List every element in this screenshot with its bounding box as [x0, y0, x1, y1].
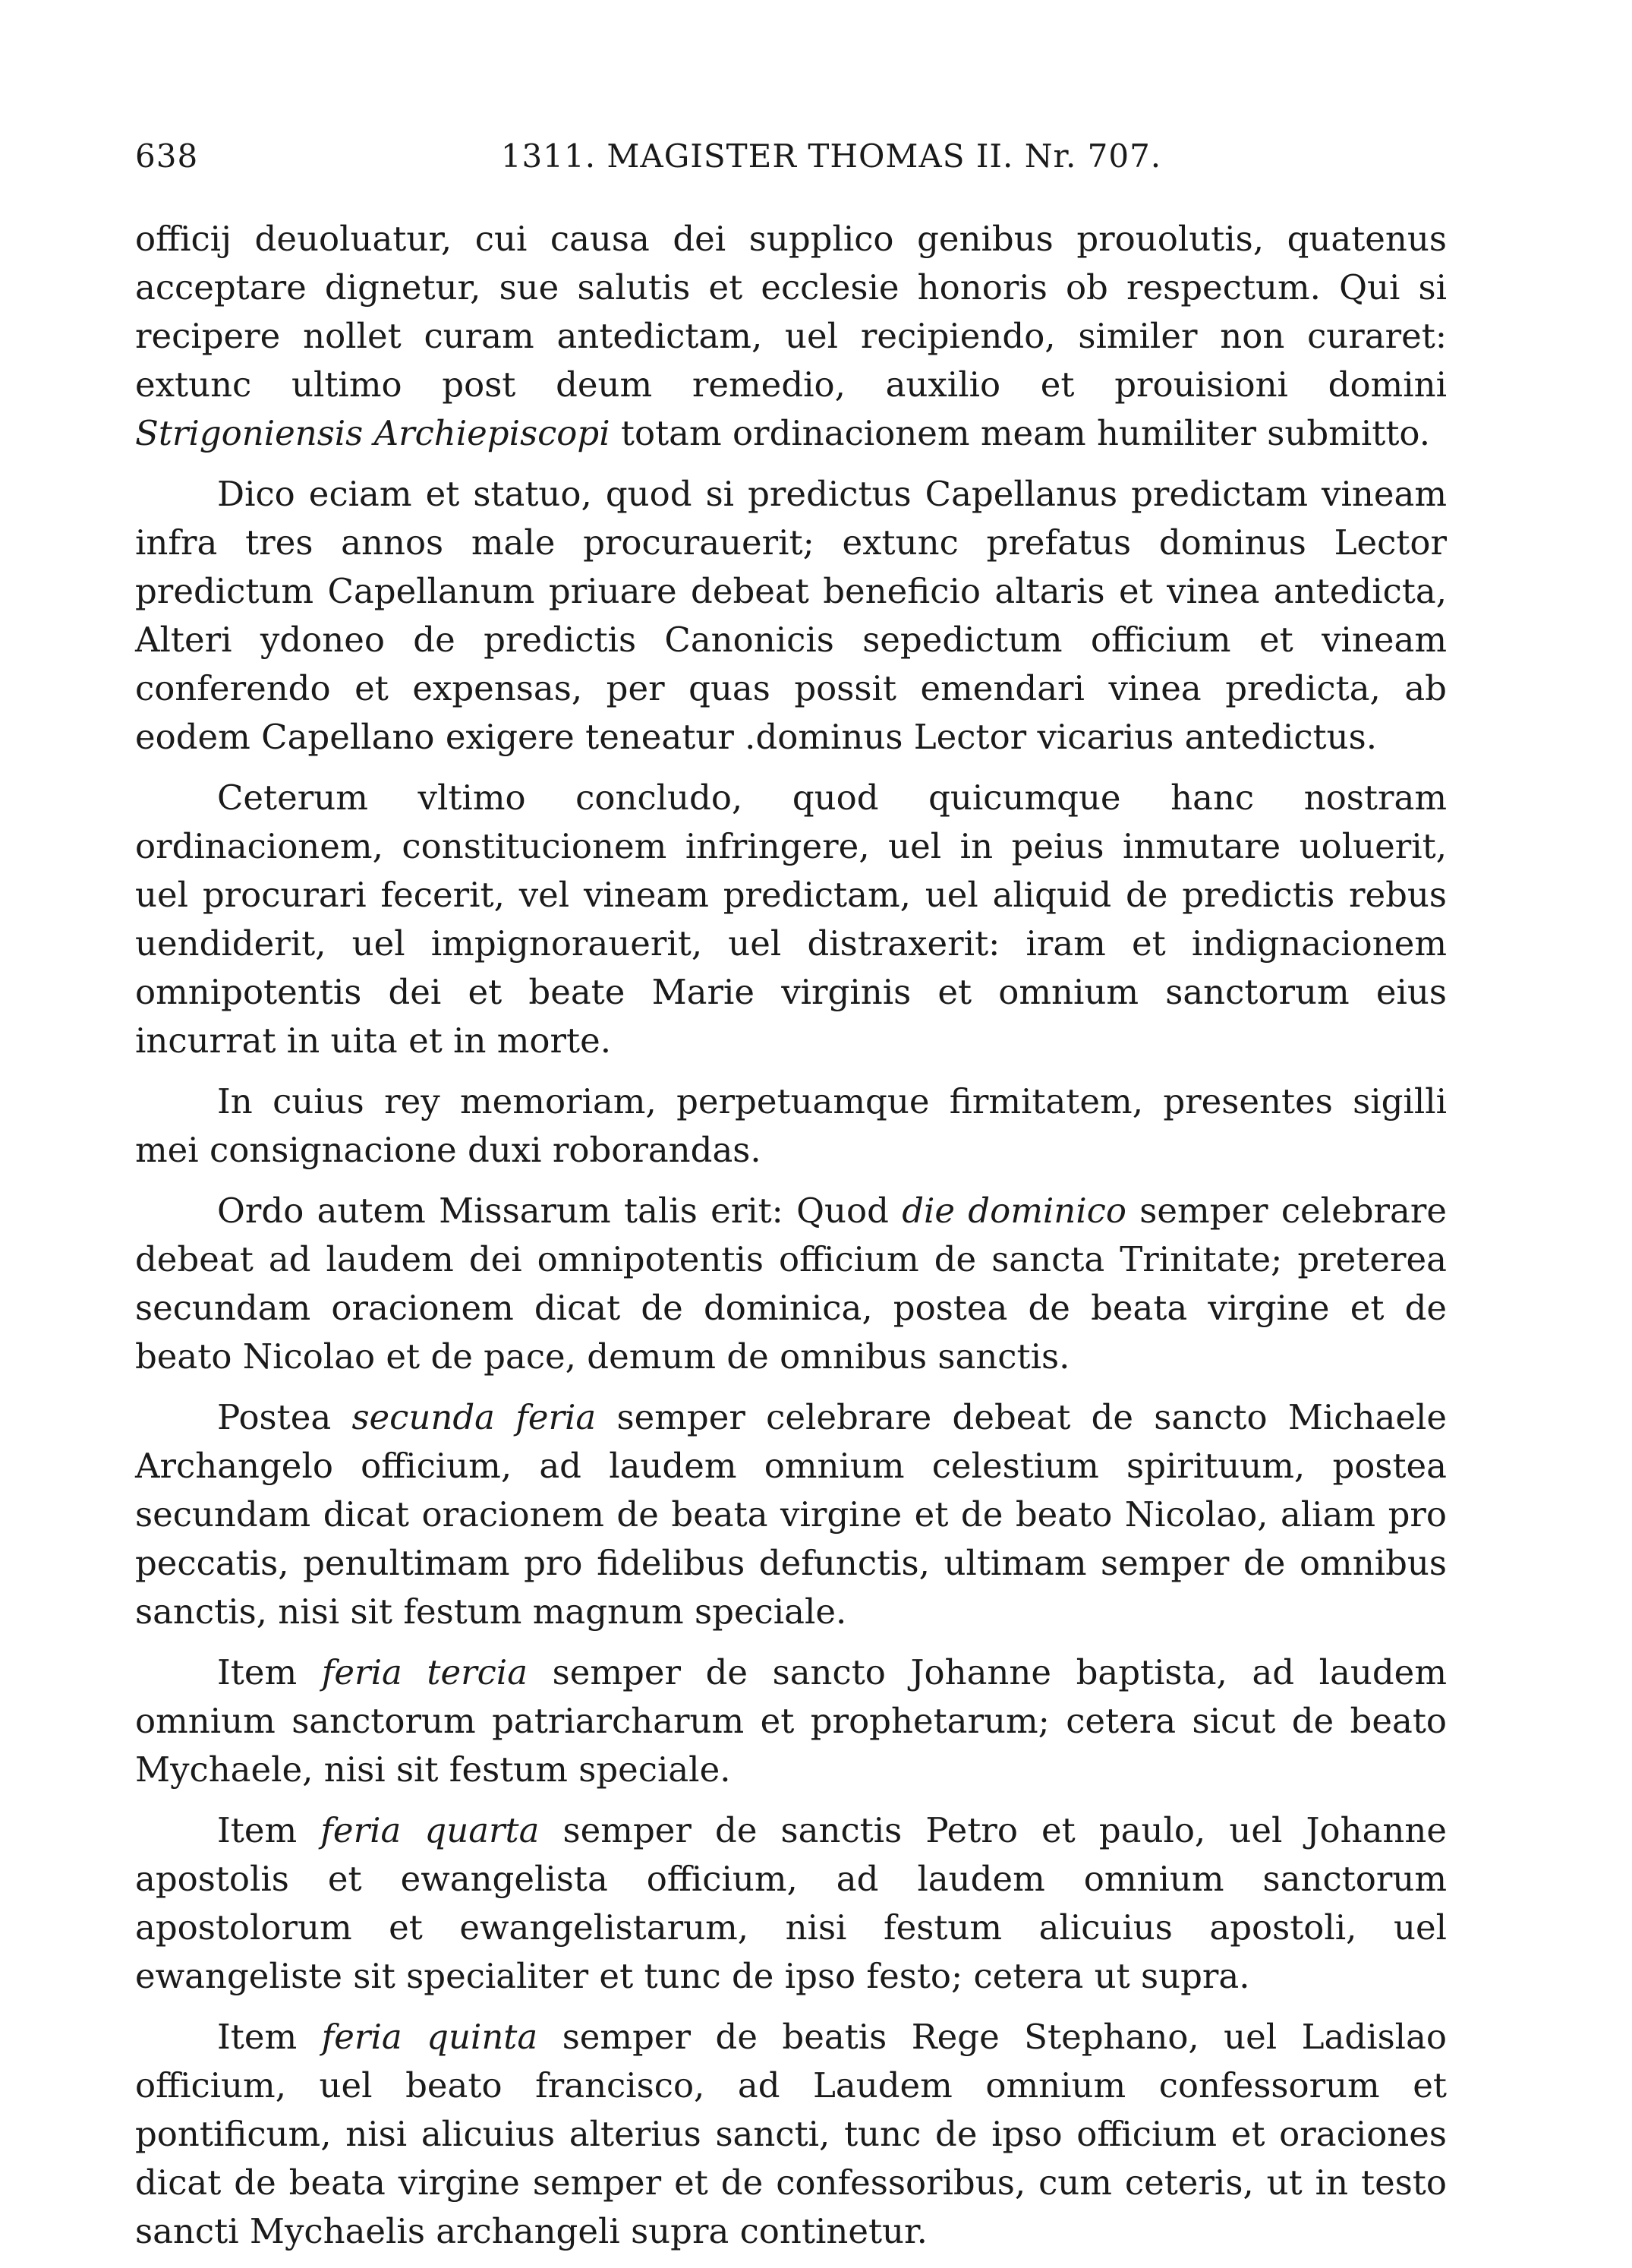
text-run: Ceterum vltimo concludo, quod quicumque hanc nostram ordinacionem, constitucionem infringere, uel in peius inmutare uoluerit, uel procurari fecerit, vel vineam predictam, uel aliquid de predictis rebus uendiderit, uel impignorauerit, uel distraxerit: iram et indignacionem omnipotentis dei et beate Marie virginis et omnium sanctorum eius incurrat in uita et in morte. — [135, 778, 1447, 1061]
text-run: semper de sancto Johanne baptista, ad laudem omnium sanctorum patriarcharum et prophetarum; cetera sicut de beato Mychaele, nisi sit festum speciale. — [135, 1652, 1447, 1790]
paragraph — [135, 774, 1447, 1065]
italic-term: feria quinta — [321, 2017, 538, 2057]
paragraph — [135, 470, 1447, 762]
text-run: semper celebrare debeat de sancto Michaele Archangelo officium, ad laudem omnium celestium spirituum, postea secundam dicat oracionem de beata virgine et de beato Nicolao, aliam pro peccatis, penultimam pro fidelibus defunctis, ultimam semper de omnibus sanctis, nisi sit festum magnum speciale. — [135, 1397, 1447, 1632]
italic-term: feria quarta — [320, 1810, 540, 1850]
text-run: Postea — [217, 1397, 352, 1437]
paragraph — [135, 1393, 1447, 1636]
text-run: semper de beatis Rege Stephano, uel Ladislao officium, uel beato francisco, ad Laudem omnium confessorum et pontificum, nisi alicuius alterius sancti, tunc de ipso officium et oraciones dicat de beata virgine semper et de confessoribus, cum ceteris, ut in testo sancti Mychaelis archangeli supra continetur. — [135, 2017, 1447, 2251]
text-run: officij deuoluatur, cui causa dei supplico genibus prouolutis, quatenus acceptare dignetur, sue salutis et ecclesie honoris ob respectum. Qui si recipere nollet curam antedictam, uel recipiendo, similer non curaret: extunc ultimo post deum remedio, auxilio et prouisioni domini — [135, 219, 1447, 405]
paragraph — [135, 1077, 1447, 1175]
text-run: Item — [217, 1810, 321, 1850]
italic-term: Strigoniensis Archiepiscopi — [135, 413, 610, 453]
paragraph — [135, 215, 1447, 458]
text-run: Ordo autem Missarum talis erit: Quod — [217, 1191, 903, 1231]
text-run: Dico eciam et statuo, quod si predictus Capellanus predictam vineam infra tres annos male procurauerit; extunc prefatus dominus Lector predictum Capellanum priuare debeat beneficio altaris et vinea antedicta, Alteri ydoneo de predictis Canonicis sepedictum officium et vineam conferendo et expensas, per quas possit emendari vinea predicta, ab eodem Capellano exigere teneatur .dominus Lector vicarius antedictus. — [135, 474, 1447, 757]
italic-term: secunda feria — [351, 1397, 597, 1437]
text-run: semper celebrare debeat ad laudem dei omnipotentis officium de sancta Trinitate; preterea secundam oracionem dicat de dominica, postea de beata virgine et de beato Nicolao et de pace, demum de omnibus sanctis. — [135, 1191, 1447, 1377]
paragraph — [135, 1187, 1447, 1381]
text-run: Item — [217, 1652, 322, 1692]
text-run: In cuius rey memoriam, perpetuamque firmitatem, presentes sigilli mei consignacione duxi roborandas. — [135, 1081, 1447, 1170]
body-text — [135, 215, 1447, 2268]
paragraph — [135, 1648, 1447, 1794]
paragraph — [135, 2013, 1447, 2256]
italic-term: feria tercia — [321, 1652, 528, 1692]
paragraph — [135, 1806, 1447, 2001]
running-head — [135, 135, 1497, 178]
running-title: 1311. MAGISTER THOMAS II. Nr. 707. — [500, 137, 1162, 175]
text-run: Item — [217, 2017, 322, 2057]
italic-term: die dominico — [902, 1191, 1126, 1231]
page-number: 638 — [135, 137, 199, 175]
text-run: totam ordinacionem meam humiliter submitto. — [610, 413, 1431, 453]
text-run: semper de sanctis Petro et paulo, uel Johanne apostolis et ewangelista officium, ad laudem omnium sanctorum apostolorum et ewangelistarum, nisi festum alicuius apostoli, uel ewangeliste sit specialiter et tunc de ipso festo; cetera ut supra. — [135, 1810, 1447, 1996]
